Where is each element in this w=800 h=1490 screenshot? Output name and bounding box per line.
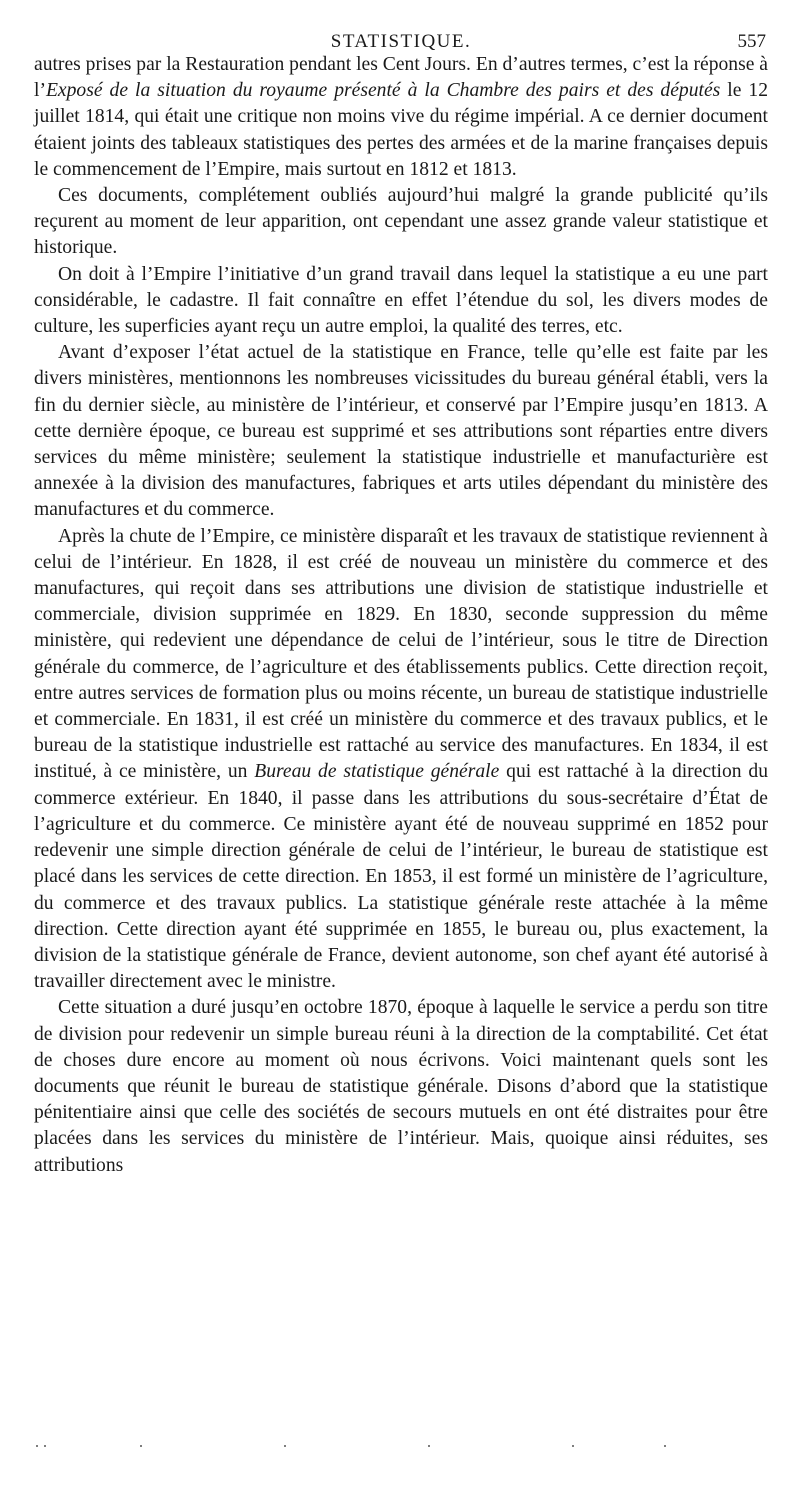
speck — [284, 1445, 286, 1447]
paragraph — [34, 340, 768, 523]
body-text — [34, 52, 768, 1179]
page — [34, 0, 768, 1179]
speck — [572, 1445, 574, 1447]
page-number: 557 — [737, 31, 766, 52]
text-run: Cette situation a duré jusqu’en octobre 1870, époque à laquelle le service a perdu son titre de division pour redevenir un simple bureau réuni à la direction de la comptabilité. Cet état de choses dure encore au moment où nous écrivons. Voici maintenant quels sont les documents que réunit le bureau de statistique générale. Disons d’abord que la statistique pénitentiaire ainsi que celle des sociétés de secours mutuels en ont été distraites pour être placées dans les services du ministère de l’intérieur. Mais, quoique ainsi réduites, ses attributions — [34, 997, 768, 1176]
paragraph — [34, 262, 768, 341]
paragraph — [34, 52, 768, 183]
text-run: Avant d’exposer l’état actuel de la statistique en France, telle qu’elle est faite par les divers ministères, mentionnons les nombreuses vicissitudes du bureau général établi, vers la fin du dernier siècle, au ministère de l’intérieur, et conservé par l’Empire jusqu’en 1813. A cette dernière époque, ce bureau est supprimé et ses attributions sont réparties entre divers services du même ministère; seulement la statistique industrielle et manufacturière est annexée à la division des manufactures, fabriques et arts utiles dépendant du ministère des manufactures et du commerce. — [34, 342, 768, 521]
scan-specks — [34, 1441, 768, 1451]
text-run: On doit à l’Empire l’initiative d’un grand travail dans lequel la statistique a eu une part considérable, le cadastre. Il fait connaître en effet l’étendue du sol, les divers modes de culture, les superficies ayant reçu un autre emploi, la qualité des terres, etc. — [34, 263, 768, 338]
text-run-italic: Bureau de statistique générale — [254, 761, 500, 783]
running-head — [34, 0, 768, 52]
running-title: STATISTIQUE. — [330, 31, 472, 52]
paragraph — [34, 524, 768, 996]
text-run: autres prises par la Restauration pendant les Cent Jours. En d’autres termes, c’est la réponse à l’ — [34, 54, 768, 102]
text-run: le 12 juillet 1814, qui était une critique non moins vive du régime impérial. A ce dernier document étaient joints des tableaux statistiques des pertes des armées et de la marine françaises depuis le commencement de l’Empire, mais surtout en 1812 et 1813. — [34, 80, 769, 180]
speck — [44, 1445, 46, 1447]
text-run: Ces documents, complétement oubliés aujourd’hui malgré la grande publicité qu’ils reçurent au moment de leur apparition, ont cependant une assez grande valeur statistique et historique. — [34, 185, 768, 259]
text-run: qui est rattaché à la direction du commerce extérieur. En 1840, il passe dans les attributions du sous-secrétaire d’État de l’agriculture et du commerce. Ce ministère ayant été de nouveau supprimé en 1852 pour redevenir une simple direction générale de celui de l’intérieur, le bureau de statistique est placé dans les services de cette direction. En 1853, il est formé un ministère de l’agriculture, du commerce et des travaux publics. La statistique générale reste attachée à la même direction. Cette direction ayant été supprimée en 1855, le bureau ou, plus exactement, la division de la statistique générale de France, devient autonome, son chef ayant été autorisé à travailler directement avec le ministre. — [34, 761, 769, 993]
speck — [428, 1445, 430, 1447]
speck — [36, 1445, 38, 1447]
paragraph — [34, 995, 768, 1178]
text-run: Après la chute de l’Empire, ce ministère disparaît et les travaux de statistique reviennent à celui de l’intérieur. En 1828, il est créé de nouveau un ministère du commerce et des manufactures, qui reçoit dans ses attributions une division de statistique industrielle et commerciale, division supprimée en 1829. En 1830, seconde suppression du même ministère, qui redevient une dépendance de celui de l’intérieur, sous le titre de Direction générale du commerce, de l’agriculture et des établissements publics. Cette direction reçoit, entre autres services de formation plus ou moins récente, un bureau de statistique industrielle et commerciale. En 1831, il est créé un ministère du commerce et des travaux publics, et le bureau de la statistique industrielle est rattaché au service des manufactures. En 1834, il est institué, à ce ministère, un — [34, 525, 768, 783]
paragraph — [34, 183, 768, 262]
speck — [664, 1445, 666, 1447]
text-run-italic: Exposé de la situation du royaume présenté à la Chambre des pairs et des députés — [45, 80, 721, 102]
speck — [140, 1445, 142, 1447]
